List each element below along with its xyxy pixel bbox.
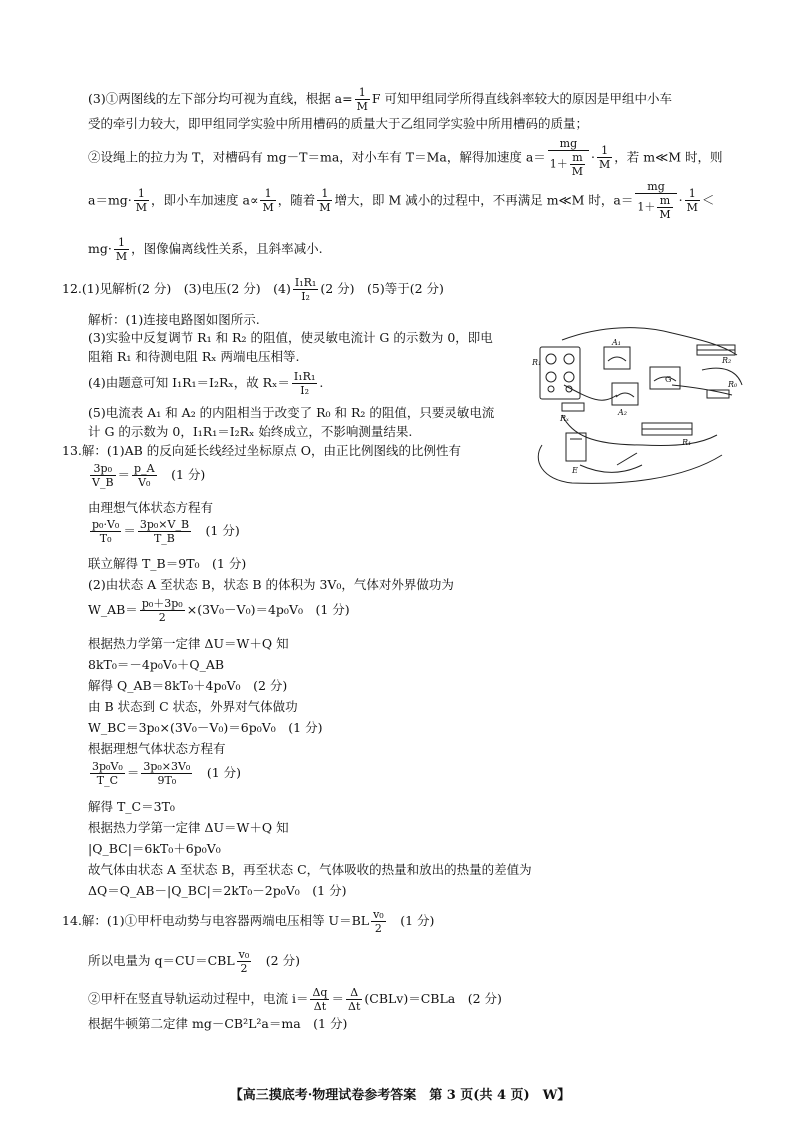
- q13-line-7: 解得 Q_AB＝8kT₀＋4p₀V₀ (2 分): [88, 678, 288, 693]
- q14-line-2: 所以电量为 q＝CU＝CBL $\frac{\text{v₀}}{2}$ (2 分): [88, 948, 300, 976]
- q13-line-14: 故气体由状态 A 至状态 B，再至状态 C，气体吸收的热量和放出的热量的差值为: [88, 862, 532, 877]
- q13-eq-4: $\frac{\text{3p₀V₀}}{T\_C}$ ＝ $\frac{\text{3p₀×3V₀}}{\text{9T₀}}$ (1 分): [92, 760, 242, 788]
- q13-eq-2: $\frac{\text{p₀·V₀}}{\text{T₀}}$ ＝ $\frac{\text{3p₀×V\_B}}{T\_B}$ (1 分): [92, 518, 240, 546]
- q13-line-2: 由理想气体状态方程有: [88, 500, 214, 515]
- q13-line-10: 根据理想气体状态方程有: [88, 741, 226, 756]
- label-a2: A₂: [618, 408, 627, 417]
- q11-line-2: 受的牵引力较大，即甲组同学实验中所用槽码的质量大于乙组同学实验中所用槽码的质量；: [88, 116, 589, 131]
- fraction-accel: mg 1＋ $\frac{m}{M}$: [548, 137, 589, 179]
- label-rd: R₁: [682, 438, 692, 447]
- page-footer: 【高三摸底考·物理试卷参考答案 第 3 页(共 4 页) W】: [229, 1088, 571, 1103]
- q13-line-3: 联立解得 T_B＝9T₀ (1 分): [88, 556, 247, 571]
- q12-analysis-4: (4)由题意可知 I₁R₁＝I₂Rₓ，故 Rₓ＝ $\frac{\text{I₁R₁}}{\text{I₂}}$ .: [88, 370, 324, 398]
- label-g: G: [665, 375, 672, 384]
- q12-analysis-2: (3)实验中反复调节 R₁ 和 R₂ 的阻值，使灵敏电流计 G 的示数为 0，即电: [88, 330, 493, 345]
- q13-line-12: 根据热力学第一定律 ΔU＝W＋Q 知: [88, 820, 289, 835]
- q13-line-8: 由 B 状态到 C 状态，外界对气体做功: [88, 699, 298, 714]
- q11-line-4: a＝mg· $\frac{1}{M}$ ，即小车加速度 a∝ $\frac{1}{M}$ ，随着 $\frac{1}{M}$ 增大，即 M 减小的过程中，不再满足 m≪M 时，a＝ mg 1＋ $\frac{m}{M}$ · $\frac{1}{M}$ ＜: [88, 180, 715, 222]
- label-r1: R₁: [532, 358, 542, 367]
- label-a1: A₁: [612, 338, 621, 347]
- label-rx: Rₓ: [560, 414, 569, 423]
- label-r0: R₀: [728, 380, 738, 389]
- q13-line-5: 根据热力学第一定律 ΔU＝W＋Q 知: [88, 636, 289, 651]
- q12-heading: 12.(1)见解析(2 分) (3)电压(2 分) (4) $\frac{\text{I₁R₁}}{\text{I₂}}$ (2 分) (5)等于(2 分): [62, 276, 444, 304]
- q13-line-9: W_BC＝3p₀×(3V₀－V₀)＝6p₀V₀ (1 分): [88, 720, 323, 735]
- q12-analysis-5: (5)电流表 A₁ 和 A₂ 的内阻相当于改变了 R₀ 和 R₂ 的阻值，只要灵敏电流: [88, 405, 495, 420]
- circuit-diagram: [532, 325, 747, 485]
- label-e: E: [572, 466, 578, 475]
- label-r2: R₂: [722, 356, 732, 365]
- q12-analysis-1: 解析：(1)连接电路图如图所示.: [88, 312, 260, 327]
- q13-line-13: |Q_BC|＝6kT₀＋6p₀V₀: [88, 841, 221, 856]
- q13-line-4: (2)由状态 A 至状态 B，状态 B 的体积为 3V₀，气体对外界做功为: [88, 577, 454, 592]
- q13-line-15: ΔQ＝Q_AB－|Q_BC|＝2kT₀－2p₀V₀ (1 分): [88, 883, 347, 898]
- q13-line-11: 解得 T_C＝3T₀: [88, 799, 175, 814]
- q12-analysis-6: 计 G 的示数为 0，I₁R₁＝I₂Rₓ 始终成立，不影响测量结果.: [88, 424, 413, 439]
- q14-line-1: 14.解：(1)①甲杆电动势与电容器两端电压相等 U＝BL $\frac{\text{v₀}}{2}$ (1 分): [62, 908, 435, 936]
- q14-line-4: 根据牛顿第二定律 mg－CB²L²a＝ma (1 分): [88, 1016, 348, 1031]
- q14-line-3: ②甲杆在竖直导轨运动过程中，电流 i＝ $\frac{\Delta q}{\Delta t}$ ＝ $\frac{\Delta}{\Delta t}$ (CBLv)＝CBLa (2 分): [88, 986, 502, 1014]
- q13-eq-3: W_AB＝ $\frac{\text{p₀＋3p₀}}{2}$ ×(3V₀－V₀)＝4p₀V₀ (1 分): [88, 597, 350, 625]
- q11-line-3: ②设绳上的拉力为 T，对槽码有 mg－T＝ma，对小车有 T＝Ma，解得加速度 a＝ mg 1＋ $\frac{m}{M}$ · $\frac{1}{M}$ ，若 m≪M 时，则: [88, 137, 723, 179]
- q12-analysis-3: 阻箱 R₁ 和待测电阻 Rₓ 两端电压相等.: [88, 349, 300, 364]
- q11-line-5: mg· $\frac{1}{M}$ ，图像偏离线性关系，且斜率减小.: [88, 236, 323, 264]
- q11-line-1: (3)①两图线的左下部分均可视为直线，根据 a= $\frac{1}{M}$ F 可知甲组同学所得直线斜率较大的原因是甲组中小车: [88, 86, 673, 114]
- q13-line-1: 13.解：(1)AB 的反向延长线经过坐标原点 O，由正比例图线的比例性有: [62, 443, 461, 458]
- q13-line-6: 8kT₀＝－4p₀V₀＋Q_AB: [88, 657, 225, 672]
- fraction-1-over-M: $\frac{1}{M}$: [356, 86, 368, 114]
- q13-eq-1: $\frac{\text{3p₀}}{V\_B}$ ＝ $\frac{p\_A}{\text{V₀}}$ (1 分): [92, 462, 206, 490]
